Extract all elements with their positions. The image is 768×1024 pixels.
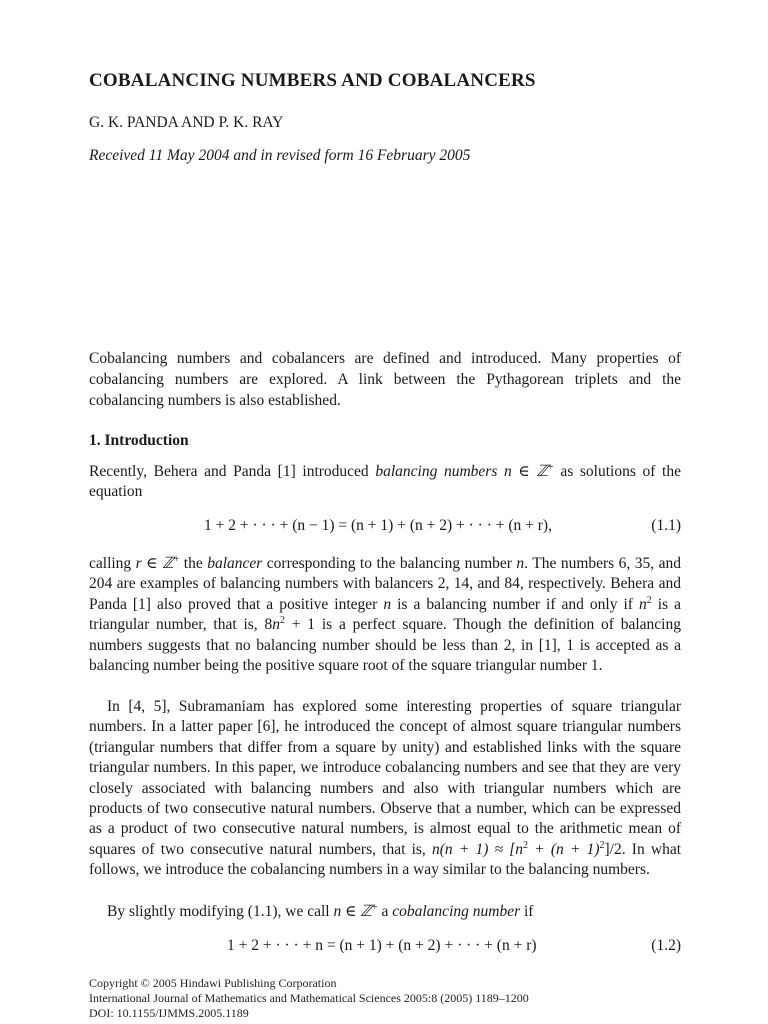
text-run-italic: cobalancing number <box>392 903 521 920</box>
journal-line: International Journal of Mathematics and Mathematical Sciences 2005:8 (2005) 1189–1200 <box>89 991 529 1005</box>
text-run-italic: n(n + 1) ≈ [n <box>432 840 524 858</box>
text-run: corresponding to the balancing number <box>262 555 517 572</box>
section-heading: 1. Introduction <box>89 432 189 449</box>
superscript: + <box>173 553 180 565</box>
text-run-italic: n <box>638 595 647 613</box>
text-run: + 1 is a perfect square. Though the definition of balancing numbers suggests that no balancing number should be less than 2, in [1], 1 is accepted as a balancing number being the positive square root of the square triangular number 1. <box>89 616 681 675</box>
text-run-italic: + (n + 1) <box>528 840 600 858</box>
text-run: By slightly modifying (1.1), we call <box>107 903 334 920</box>
equation-number: (1.2) <box>651 937 681 954</box>
equation-expression: 1 + 2 + · · · + (n − 1) = (n + 1) + (n + 2) + · · · + (n + r), <box>204 517 552 534</box>
superscript: + <box>548 461 554 473</box>
text-run: if <box>520 903 534 920</box>
text-run: as solutions of the equation <box>89 463 681 501</box>
text-run: the <box>179 555 208 572</box>
text-run: is a triangular number, that is, 8 <box>89 595 681 634</box>
copyright-line: Copyright © 2005 Hindawi Publishing Corporation <box>89 976 337 990</box>
paragraph-4 <box>89 902 681 922</box>
text-run: . The numbers 6, 35, and 204 are examples of balancing numbers with balancers 2, 14, and 84, respectively. Behera and Panda [1] also proved that a positive integer <box>89 555 681 613</box>
page-footer <box>89 976 681 1021</box>
equation-1-2 <box>89 937 681 959</box>
paper-title: COBALANCING NUMBERS AND COBALANCERS <box>89 70 536 91</box>
text-run: calling <box>89 555 136 572</box>
text-run-italic: n ∈ ℤ <box>333 903 372 920</box>
text-run: In [4, 5], Subramaniam has explored some interesting properties of square triangular numbers. In a latter paper [6], he introduced the concept of almost square triangular numbers (triangular numbers that differ from a square by unity) and established links with the square triangular numbers. In this paper, we introduce cobalancing numbers and see that they are very closely associated with balancing numbers and also with triangular numbers which are products of two consecutive natural numbers. Observe that a number, which can be expressed as a product of two consecutive natural numbers, is almost equal to the arithmetic mean of squares of two consecutive natural numbers, that is, <box>89 698 681 858</box>
abstract: Cobalancing numbers and cobalancers are defined and introduced. Many properties of cobalancing numbers are explored. A link between the Pythagorean triplets and the cobalancing numbers is also established. <box>89 350 681 409</box>
superscript: + <box>371 901 378 913</box>
received-date: Received 11 May 2004 and in revised form 16 February 2005 <box>89 147 471 164</box>
superscript: 2 <box>599 839 605 851</box>
paragraph-3 <box>89 697 681 881</box>
paragraph-2 <box>89 554 681 676</box>
superscript: 2 <box>646 594 652 606</box>
doi-line: DOI: 10.1155/IJMMS.2005.1189 <box>89 1006 249 1020</box>
equation-1-1 <box>89 517 681 539</box>
text-run-italic: n <box>516 555 525 572</box>
text-run: a <box>377 903 393 920</box>
text-run-italic: n <box>272 616 280 634</box>
equation-number: (1.1) <box>651 517 681 534</box>
text-run-italic: balancer <box>207 555 263 572</box>
text-run-italic: r ∈ ℤ <box>135 555 174 572</box>
equation-expression: 1 + 2 + · · · + n = (n + 1) + (n + 2) + · · · + (n + r) <box>227 937 537 954</box>
paper-authors: G. K. PANDA AND P. K. RAY <box>89 114 284 131</box>
text-run-italic: balancing numbers n ∈ ℤ <box>375 463 549 480</box>
superscript: 2 <box>279 615 285 627</box>
text-run: ]/2. In what follows, we introduce the cobalancing numbers in a way similar to the balancing numbers. <box>89 840 682 879</box>
text-run: is a balancing number if and only if <box>391 595 639 613</box>
text-run-italic: n <box>383 595 392 613</box>
paragraph-1 <box>89 462 681 503</box>
superscript: 2 <box>523 839 529 851</box>
text-run: Recently, Behera and Panda [1] introduced <box>89 463 376 480</box>
